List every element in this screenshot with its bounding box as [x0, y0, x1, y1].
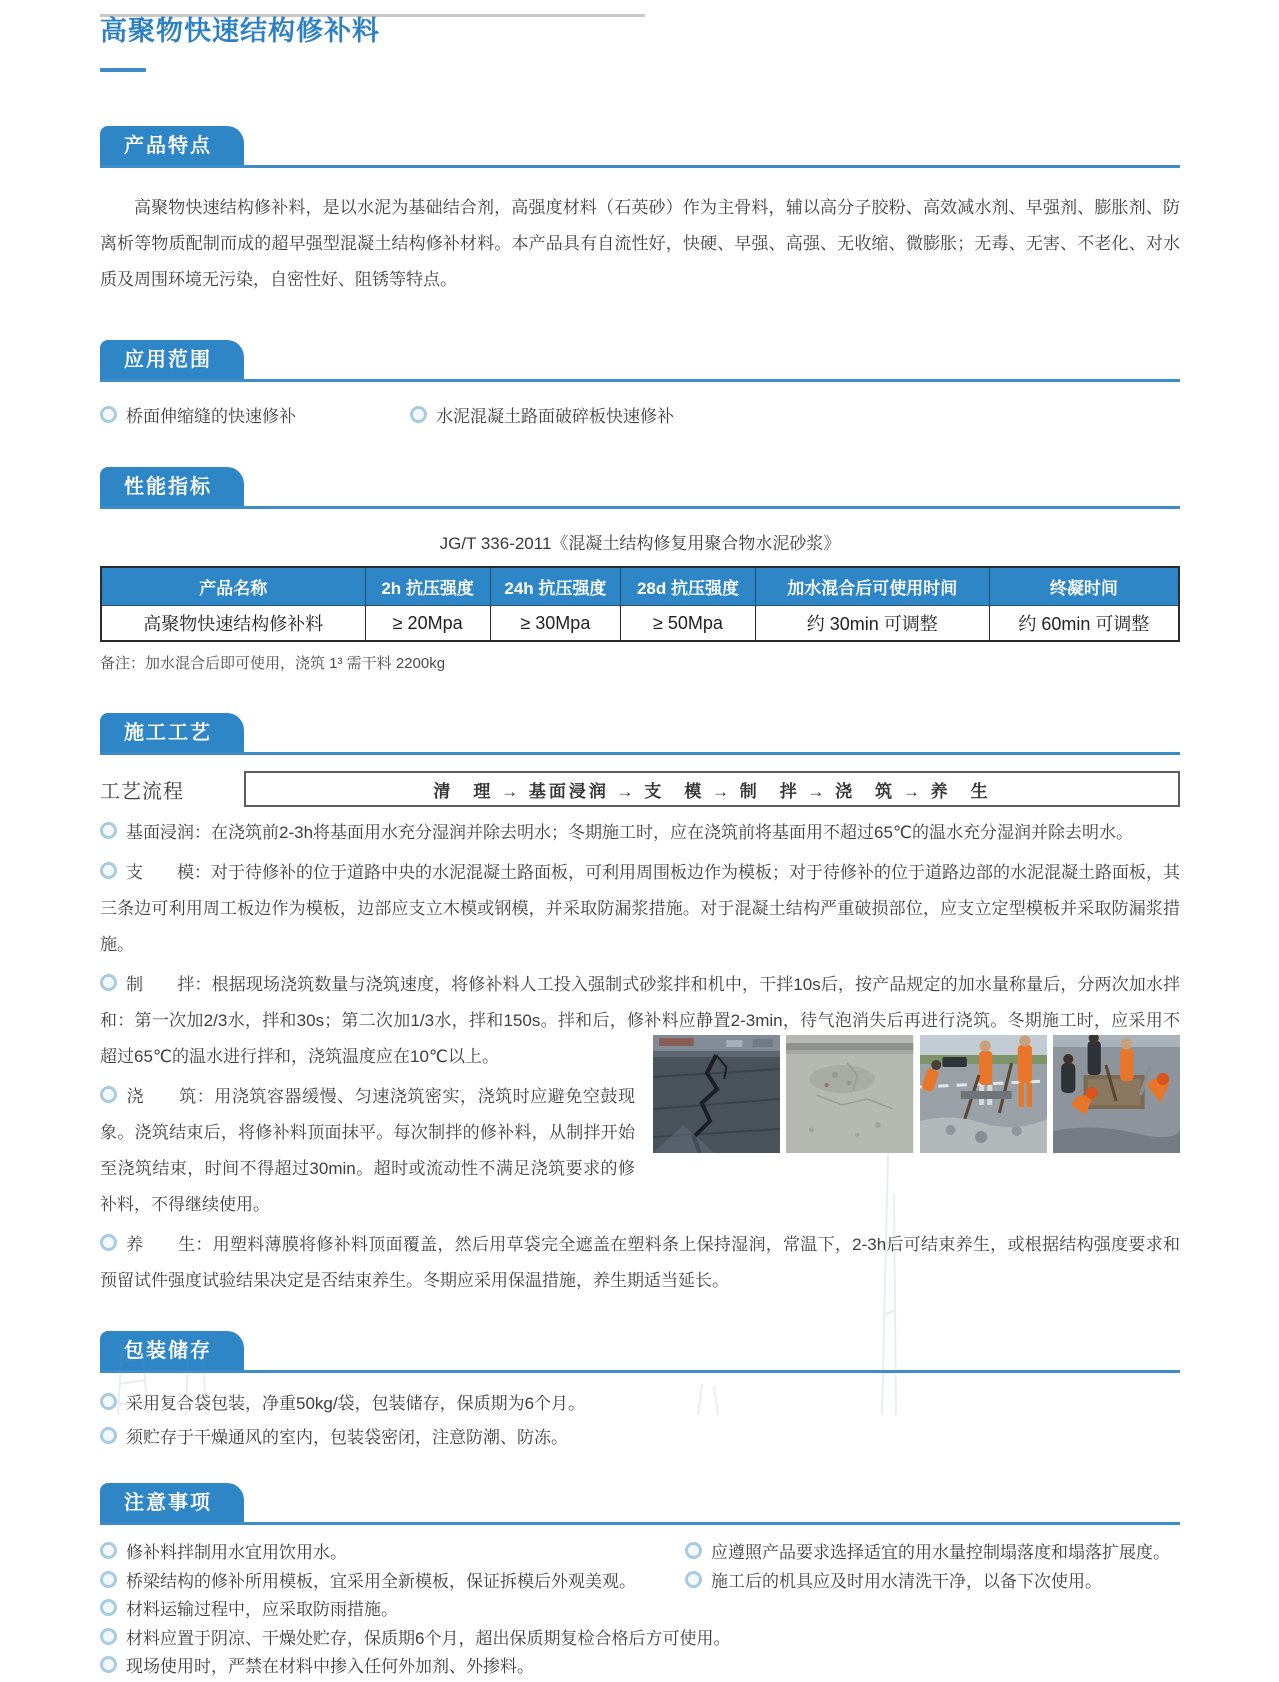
- table-cell: ≥ 20Mpa: [365, 606, 490, 642]
- step-text: 支 模：对于待修补的位于道路中央的水泥混凝土路面板，可利用周围板边作为模板；对于待修补的位于道路边部的水泥混凝土路面板，其三条边可利用周工板边作为模板，边部应支立木模或钢模，并采取防漏浆措施。对于混凝土结构严重破损部位，应支立定型模板并采取防漏浆措施。: [100, 863, 1180, 954]
- section-tab-applications: 应用范围: [100, 340, 244, 379]
- circle-bullet-icon: [100, 1599, 117, 1616]
- table-header-cell: 2h 抗压强度: [365, 567, 490, 606]
- flow-label: 工艺流程: [100, 780, 184, 803]
- process-step: [100, 815, 1180, 851]
- note-label: 应遵照产品要求选择适宜的用水量控制塌落度和塌落扩展度。: [711, 1543, 1170, 1562]
- section-packaging: [100, 1331, 1180, 1453]
- section-performance: [100, 467, 1180, 673]
- section-applications: [100, 340, 1180, 427]
- table-cell: 高聚物快速结构修补料: [101, 606, 365, 642]
- section-header: [100, 467, 1180, 509]
- circle-bullet-icon: [100, 862, 117, 879]
- note-item: [100, 1653, 1180, 1682]
- section-tab-packaging: 包装储存: [100, 1331, 244, 1370]
- note-label: 修补料拌制用水宜用饮用水。: [126, 1543, 347, 1562]
- section-tab-features: 产品特点: [100, 126, 244, 165]
- application-label: 桥面伸缩缝的快速修补: [126, 407, 296, 426]
- photo-cracked-pavement: [653, 1035, 780, 1153]
- circle-bullet-icon: [100, 822, 117, 839]
- circle-bullet-icon: [100, 1086, 117, 1103]
- circle-bullet-icon: [100, 1234, 117, 1251]
- section-tab-performance: 性能指标: [100, 467, 244, 506]
- applications-list: [100, 402, 1180, 427]
- circle-bullet-icon: [410, 406, 427, 423]
- process-step: [100, 855, 1180, 963]
- standard-caption: JG/T 336-2011《混凝土结构修复用聚合物水泥砂浆》: [439, 534, 841, 553]
- table-header-cell: 24h 抗压强度: [490, 567, 620, 606]
- note-item: [100, 1539, 685, 1568]
- process-steps: [100, 815, 1180, 1299]
- page-title: 高聚物快速结构修补料: [100, 16, 380, 46]
- photo-damaged-concrete: [786, 1035, 913, 1153]
- section-tab-notes: 注意事项: [100, 1483, 244, 1522]
- section-header: [100, 126, 1180, 168]
- circle-bullet-icon: [100, 406, 117, 423]
- circle-bullet-icon: [100, 1393, 117, 1410]
- table-header-cell: 加水混合后可使用时间: [755, 567, 989, 606]
- table-note: 备注：加水混合后即可使用，浇筑 1³ 需干料 2200kg: [100, 655, 446, 672]
- step-text: 养 生：用塑料薄膜将修补料顶面覆盖，然后用草袋完全遮盖在塑料条上保持湿润，常温下，2-3h后可结束养生，或根据结构强度要求和预留试件强度试验结果决定是否结束养生。冬期应采用保温措施，养生期适当延长。: [100, 1235, 1180, 1290]
- note-item: [100, 1596, 685, 1625]
- circle-bullet-icon: [685, 1571, 702, 1588]
- table-cell: 约 60min 可调整: [989, 606, 1179, 642]
- photo-workers-repairing-patch: [1053, 1035, 1180, 1153]
- packaging-list: [100, 1389, 1180, 1453]
- circle-bullet-icon: [100, 1628, 117, 1645]
- table-header-cell: 28d 抗压强度: [621, 567, 756, 606]
- circle-bullet-icon: [100, 1427, 117, 1444]
- section-tab-process: 施工工艺: [100, 713, 244, 752]
- section-notes: [100, 1483, 1180, 1682]
- packaging-item: [100, 1423, 1180, 1453]
- circle-bullet-icon: [685, 1542, 702, 1559]
- application-item: [410, 402, 674, 427]
- performance-table: [100, 566, 1180, 642]
- step-text: 基面浸润：在浇筑前2-3h将基面用水充分湿润并除去明水；冬期施工时，应在浇筑前将基面用不超过65℃的温水充分湿润并除去明水。: [126, 823, 1134, 842]
- note-label: 施工后的机具应及时用水清洗干净，以备下次使用。: [711, 1571, 1102, 1591]
- circle-bullet-icon: [100, 1542, 117, 1559]
- section-header: [100, 1483, 1180, 1525]
- process-flow-row: [100, 771, 1180, 807]
- packaging-item: [100, 1389, 1180, 1419]
- note-label: 现场使用时，严禁在材料中掺入任何外加剂、外掺料。: [126, 1657, 534, 1676]
- note-label: 桥梁结构的修补所用模板，宜采用全新模板，保证拆模后外观美观。: [126, 1571, 636, 1591]
- packaging-label: 须贮存于干燥通风的室内，包装袋密闭，注意防潮、防冻。: [126, 1428, 568, 1447]
- note-item: [100, 1568, 685, 1597]
- process-step: [100, 1227, 1180, 1299]
- flow-diagram: 清 理 → 基面浸润 → 支 模 → 制 拌 → 浇 筑 → 养 生: [244, 771, 1180, 807]
- features-paragraph: 高聚物快速结构修补料，是以水泥为基础结合剂，高强度材料（石英砂）作为主骨料，辅以高分子胶粉、高效减水剂、早强剂、膨胀剂、防离析等物质配制而成的超早强型混凝土结构修补材料。本产品具有自流性好，快硬、早强、高强、无收缩、微膨胀；无毒、无害、不老化、对水质及周围环境无污染，自密性好、阻锈等特点。: [100, 198, 1180, 289]
- table-row: [101, 606, 1179, 642]
- section-process: [100, 713, 1180, 1299]
- application-item: [100, 402, 410, 427]
- application-label: 水泥混凝土路面破碎板快速修补: [436, 407, 674, 426]
- table-header-cell: 终凝时间: [989, 567, 1179, 606]
- section-header: [100, 713, 1180, 755]
- circle-bullet-icon: [100, 1571, 117, 1588]
- table-cell: 约 30min 可调整: [755, 606, 989, 642]
- packaging-label: 采用复合袋包装，净重50kg/袋，包装储存，保质期为6个月。: [126, 1394, 586, 1413]
- step-text: 制 拌：根据现场浇筑数量与浇筑速度，将修补料人工投入强制式砂浆拌和机中，干拌10s后，按产品规定的加水量称量后，分两次加水拌和：第一次加2/3水，拌和30s；第二次加1/3水，拌和150s。拌和后，修补料应静置2-3min，待气泡消失后再进行浇筑。冬期施工时，应采用不超过65℃的温水进行拌和，浇筑温度应在10℃以上。: [100, 975, 1180, 1066]
- circle-bullet-icon: [100, 1656, 117, 1673]
- note-item: [685, 1568, 1180, 1597]
- title-underline: [100, 68, 146, 72]
- datasheet-page: [0, 14, 1279, 1676]
- section-features: [100, 126, 1180, 298]
- step-text: 浇 筑：用浇筑容器缓慢、匀速浇筑密实，浇筑时应避免空鼓现象。浇筑结束后，将修补料顶面抹平。每次制拌的修补料，从制拌开始至浇筑结束，时间不得超过30min。超时或流动性不满足浇筑要求的修补料，不得继续使用。: [100, 1087, 635, 1214]
- table-cell: ≥ 50Mpa: [621, 606, 756, 642]
- table-header-row: [101, 567, 1179, 606]
- notes-list: [100, 1539, 1180, 1682]
- circle-bullet-icon: [100, 974, 117, 991]
- note-label: 材料运输过程中，应采取防雨措施。: [126, 1600, 398, 1619]
- note-item: [685, 1539, 1180, 1568]
- table-header-cell: 产品名称: [101, 567, 365, 606]
- section-header: [100, 1331, 1180, 1373]
- construction-photos: [653, 1035, 1180, 1153]
- note-label: 材料应置于阴凉、干燥处贮存，保质期6个月，超出保质期复检合格后方可使用。: [126, 1628, 731, 1648]
- section-header: [100, 340, 1180, 382]
- photo-workers-breaking-road: [920, 1035, 1047, 1153]
- table-cell: ≥ 30Mpa: [490, 606, 620, 642]
- note-item: [100, 1625, 1180, 1654]
